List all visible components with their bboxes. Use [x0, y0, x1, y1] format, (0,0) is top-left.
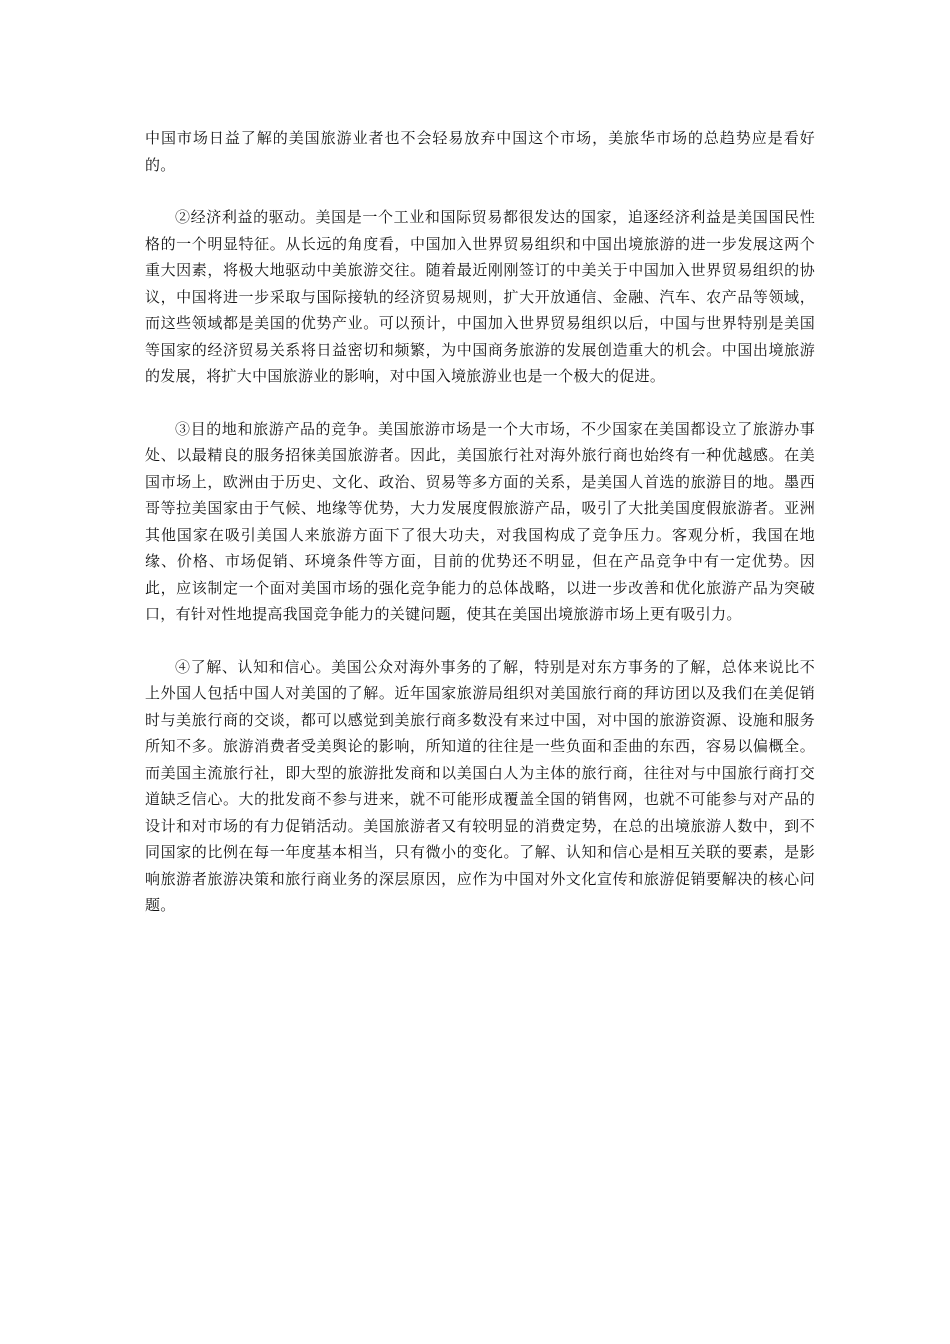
paragraph-continuation: 中国市场日益了解的美国旅游业者也不会轻易放弃中国这个市场，美旅华市场的总趋势应是看好的。 [145, 129, 815, 174]
document-body [145, 125, 815, 945]
paragraph-understanding-confidence: ④了解、认知和信心。美国公众对海外事务的了解，特别是对东方事务的了解，总体来说比不上外国人包括中国人对美国的了解。近年国家旅游局组织对美国旅行商的拜访团以及我们在美促销时与美旅行商的交谈，都可以感觉到美旅行商多数没有来过中国，对中国的旅游资源、设施和服务所知不多。旅游消费者受美舆论的影响，所知道的往往是一些负面和歪曲的东西，容易以偏概全。而美国主流旅行社，即大型的旅游批发商和以美国白人为主体的旅行商，往往对与中国旅行商打交道缺乏信心。大的批发商不参与进来，就不可能形成覆盖全国的销售网，也就不可能参与对产品的设计和对市场的有力促销活动。美国旅游者又有较明显的消费定势，在总的出境旅游人数中，到不同国家的比例在每一年度基本相当，只有微小的变化。了解、认知和信心是相互关联的要素，是影响旅游者旅游决策和旅行商业务的深层原因，应作为中国对外文化宣传和旅游促销要解决的核心问题。 [145, 657, 815, 914]
paragraph-destination-competition: ③目的地和旅游产品的竞争。美国旅游市场是一个大市场，不少国家在美国都设立了旅游办事处、以最精良的服务招徕美国旅游者。因此，美国旅行社对海外旅行商也始终有一种优越感。在美国市场上，欧洲由于历史、文化、政治、贸易等多方面的关系，是美国人首选的旅游目的地。墨西哥等拉美国家由于气候、地缘等优势，大力发展度假旅游产品，吸引了大批美国度假旅游者。亚洲其他国家在吸引美国人来旅游方面下了很大功夫，对我国构成了竞争压力。客观分析，我国在地缘、价格、市场促销、环境条件等方面，目前的优势还不明显，但在产品竞争中有一定优势。因此，应该制定一个面对美国市场的强化竞争能力的总体战略，以进一步改善和优化旅游产品为突破口，有针对性地提高我国竞争能力的关键问题，使其在美国出境旅游市场上更有吸引力。 [145, 419, 815, 623]
paragraph-economic-interest: ②经济利益的驱动。美国是一个工业和国际贸易都很发达的国家，追逐经济利益是美国国民性格的一个明显特征。从长远的角度看，中国加入世界贸易组织和中国出境旅游的进一步发展这两个重大因素，将极大地驱动中美旅游交往。随着最近刚刚签订的中美关于中国加入世界贸易组织的协议，中国将进一步采取与国际接轨的经济贸易规则，扩大开放通信、金融、汽车、农产品等领域，而这些领域都是美国的优势产业。可以预计，中国加入世界贸易组织以后，中国与世界特别是美国等国家的经济贸易关系将日益密切和频繁，为中国商务旅游的发展创造重大的机会。中国出境旅游的发展，将扩大中国旅游业的影响，对中国入境旅游业也是一个极大的促进。 [145, 208, 815, 385]
